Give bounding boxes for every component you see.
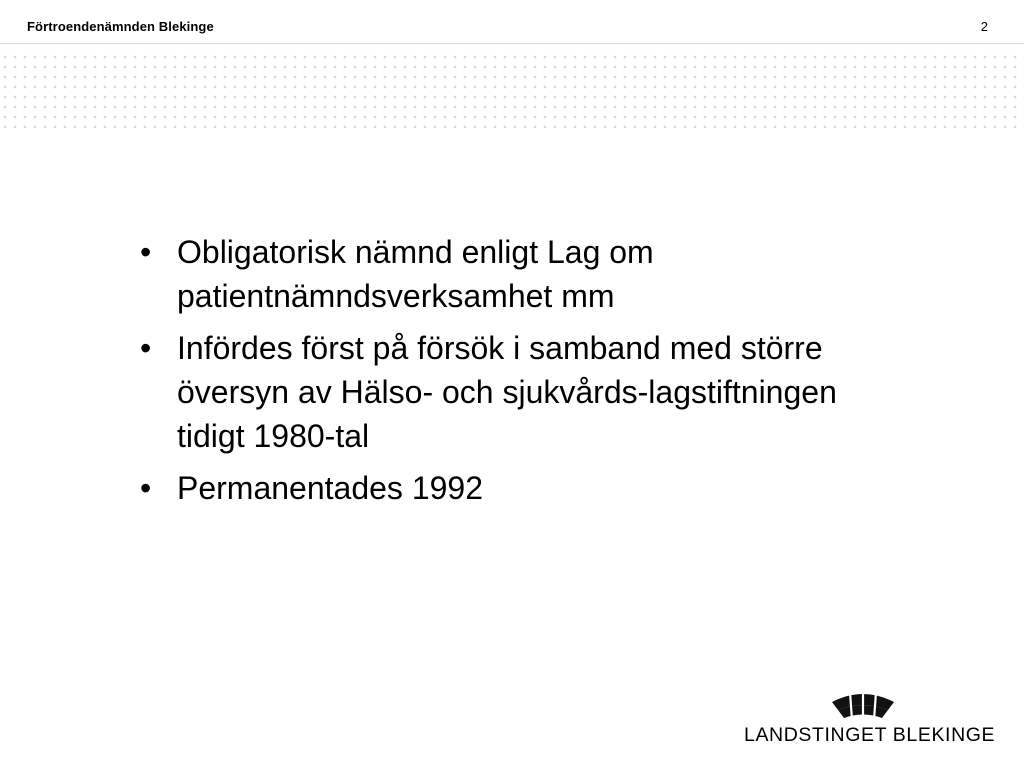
- bullet-item: [140, 466, 900, 510]
- landstinget-logo: [744, 688, 996, 750]
- bullet-text: Obligatorisk nämnd enligt Lag om patientnämndsverksamhet mm: [177, 234, 654, 314]
- bullet-text: Infördes först på försök i samband med större översyn av Hälso- och sjukvårds-lagstiftningen tidigt 1980-tal: [177, 330, 837, 454]
- bullet-item: [140, 326, 900, 458]
- bullet-marker: •: [140, 470, 152, 506]
- bullet-item: [140, 230, 900, 318]
- logo-text: LANDSTINGET BLEKINGE: [744, 724, 996, 746]
- bullet-marker: •: [140, 330, 152, 366]
- header-divider: [0, 43, 1024, 44]
- bullet-list: [140, 230, 900, 510]
- bullet-marker: •: [140, 234, 152, 270]
- page-number: 2: [980, 19, 988, 34]
- bullet-text: Permanentades 1992: [177, 470, 483, 506]
- boat-emblem-icon: [828, 688, 898, 722]
- header-title: Förtroendenämnden Blekinge: [27, 19, 214, 34]
- dot-pattern-band: [0, 52, 1024, 128]
- slide-content: [140, 230, 900, 518]
